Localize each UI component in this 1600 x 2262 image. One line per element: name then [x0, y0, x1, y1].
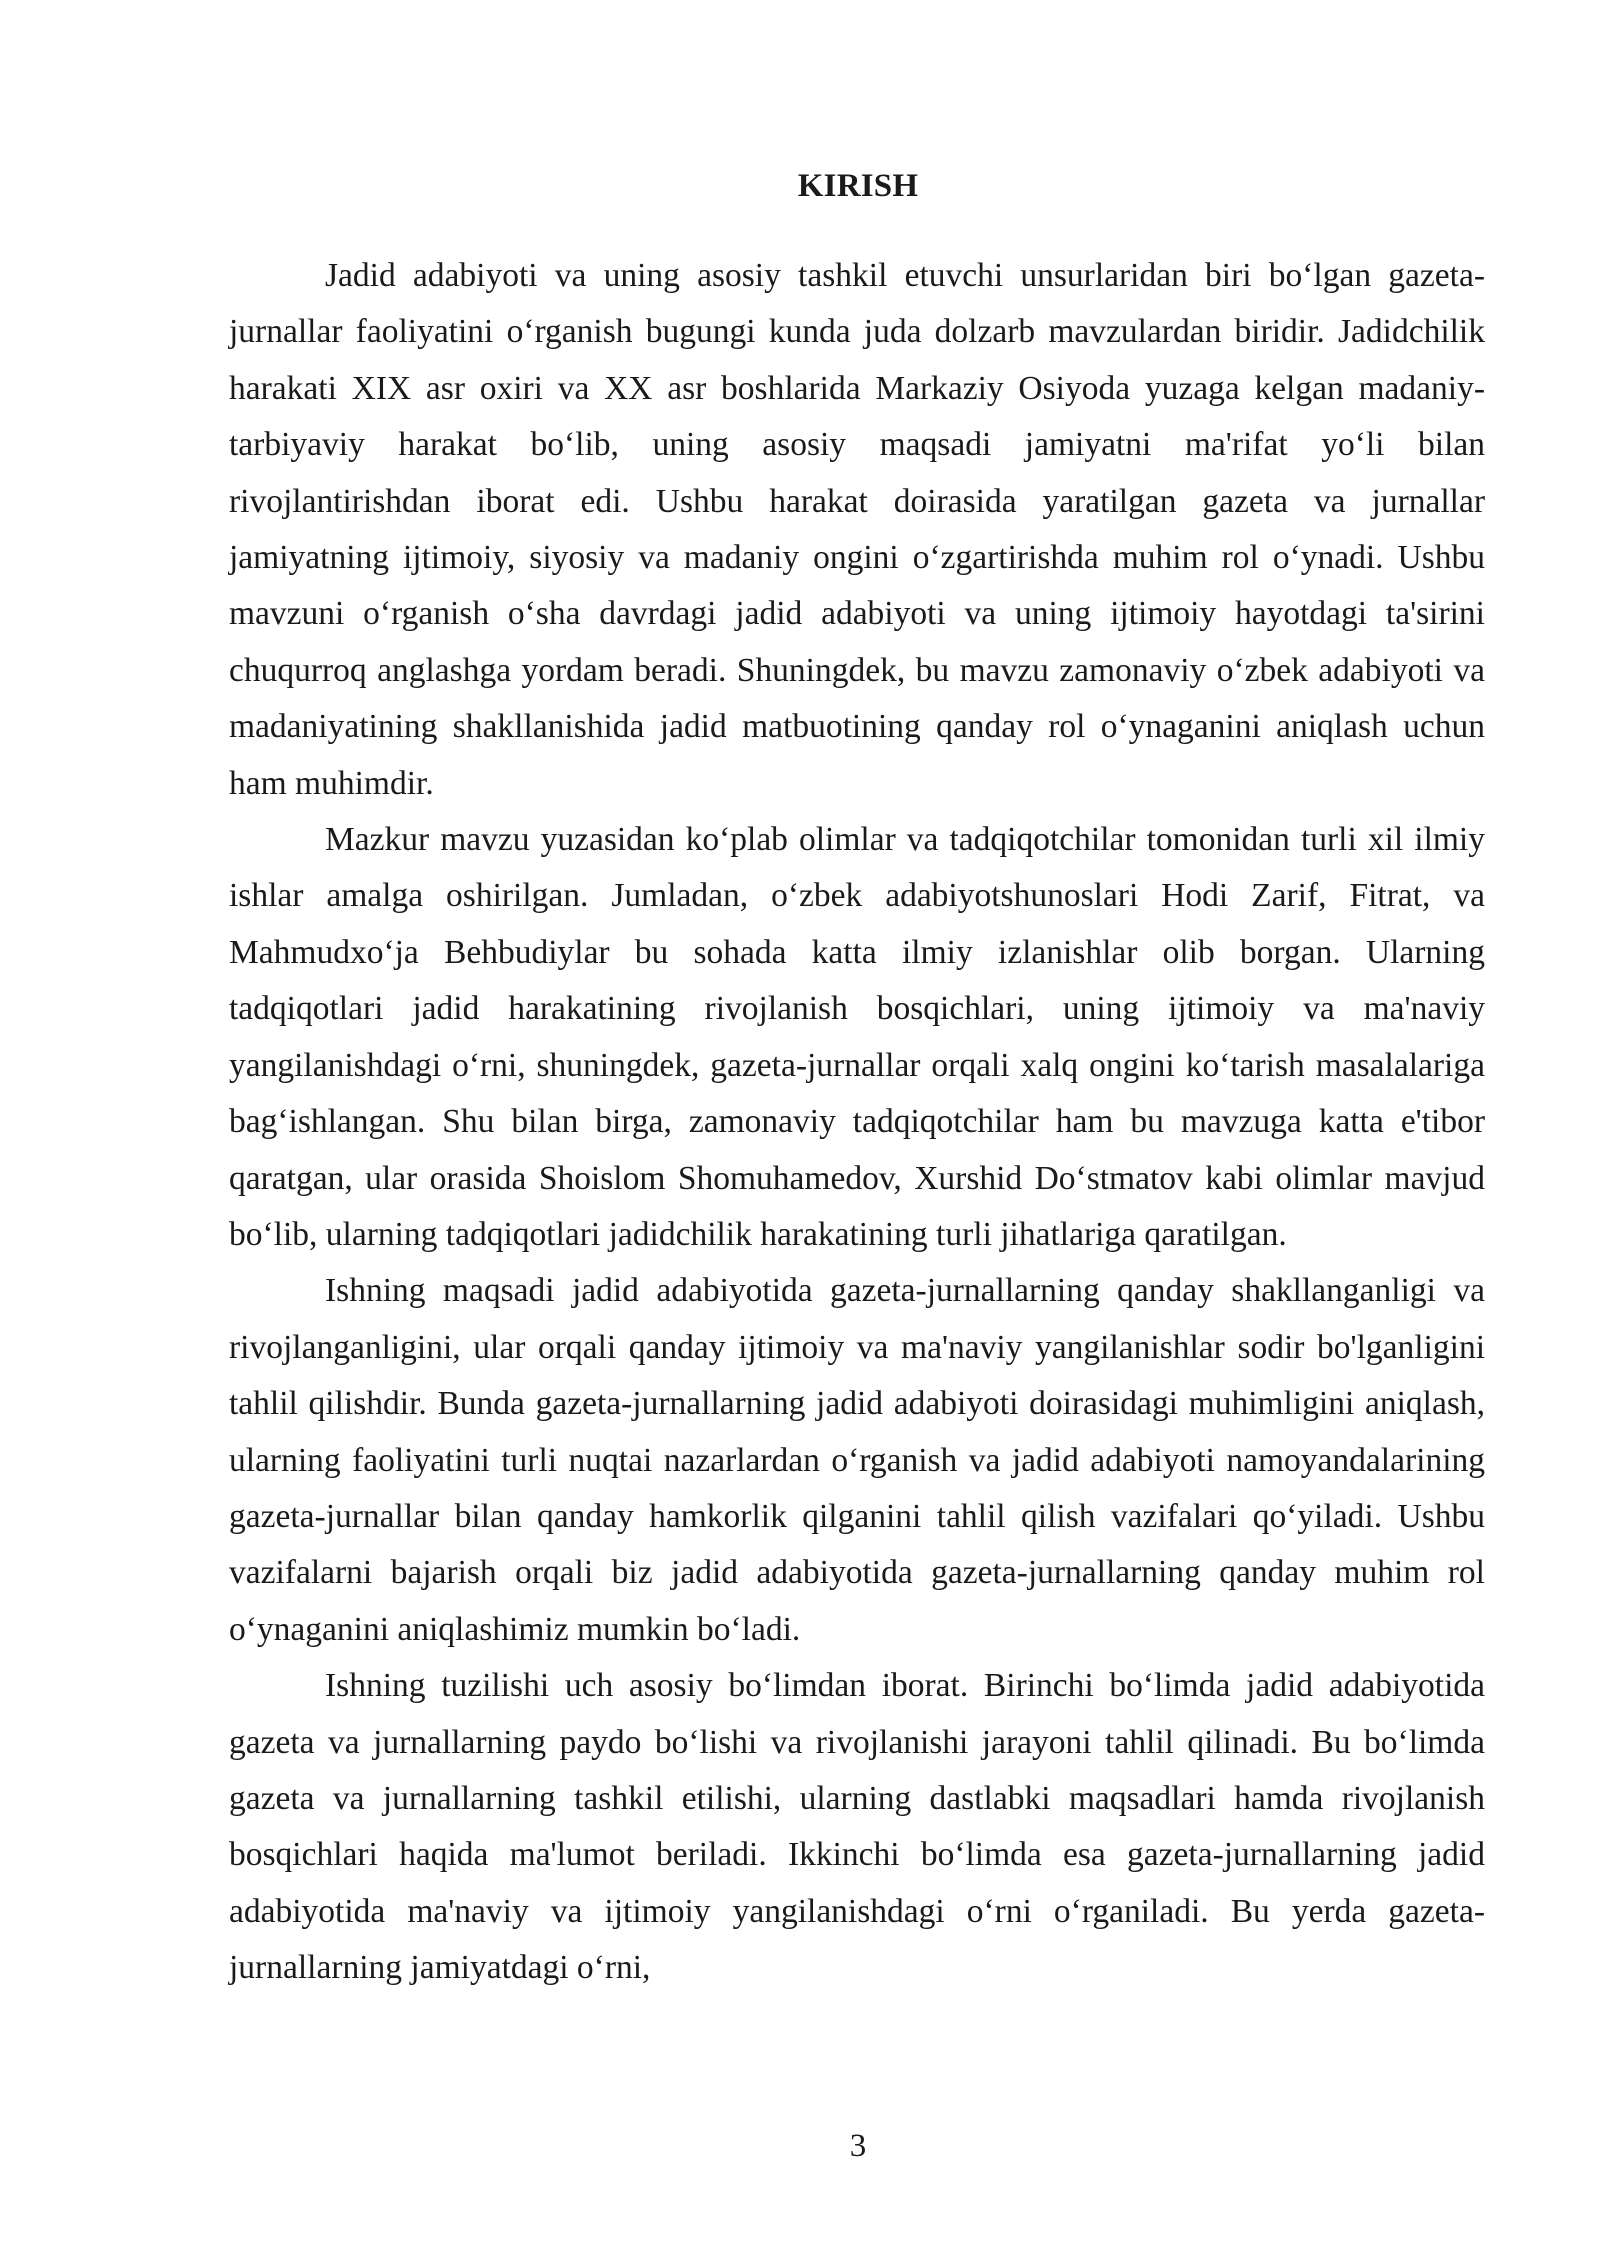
body-text [229, 248, 1485, 1997]
paragraph-structure: Ishning tuzilishi uch asosiy bo‘limdan iborat. Birinchi bo‘limda jadid adabiyotida gazeta va jurnallarning paydo bo‘lishi va rivojlanishi jarayoni tahlil qilinadi. Bu bo‘limda gazeta va jurnallarning tashkil etilishi, ularning dastlabki maqsadlari hamda rivojlanish bosqichlari haqida ma'lumot beriladi. Ikkinchi bo‘limda esa gazeta-jurnallarning jadid adabiyotida ma'naviy va ijtimoiy yangilanishdagi o‘rni o‘rganiladi. Bu yerda gazeta-jurnallarning jamiyatdagi o‘rni, [229, 1667, 1485, 1987]
paragraph-literature-review: Mazkur mavzu yuzasidan ko‘plab olimlar va tadqiqotchilar tomonidan turli xil ilmiy ishlar amalga oshirilgan. Jumladan, o‘zbek adabiyotshunoslari Hodi Zarif, Fitrat, va Mahmudxo‘ja Behbudiylar bu sohada katta ilmiy izlanishlar olib borgan. Ularning tadqiqotlari jadid harakatining rivojlanish bosqichlari, uning ijtimoiy va ma'naviy yangilanishdagi o‘rni, shuningdek, gazeta-jurnallar orqali xalq ongini ko‘tarish masalalariga bag‘ishlangan. Shu bilan birga, zamonaviy tadqiqotchilar ham bu mavzuga katta e'tibor qaratgan, ular orasida Shoislom Shomuhamedov, Xurshid Do‘stmatov kabi olimlar mavjud bo‘lib, ularning tadqiqotlari jadidchilik harakatining turli jihatlariga qaratilgan. [229, 821, 1485, 1253]
section-heading: KIRISH [797, 168, 919, 204]
paragraph-aims: Ishning maqsadi jadid adabiyotida gazeta-jurnallarning qanday shakllanganligi va rivojlanganligini, ular orqali qanday ijtimoiy va ma'naviy yangilanishlar sodir bo'lganligini tahlil qilishdir. Bunda gazeta-jurnallarning jadid adabiyoti doirasidagi muhimligini aniqlash, ularning faoliyatini turli nuqtai nazarlardan o‘rganish va jadid adabiyoti namoyandalarining gazeta-jurnallar bilan qanday hamkorlik qilganini tahlil qilish vazifalari qo‘yiladi. Ushbu vazifalarni bajarish orqali biz jadid adabiyotida gazeta-jurnallarning qanday muhim rol o‘ynaganini aniqlashimiz mumkin bo‘ladi. [229, 1272, 1485, 1648]
page-number: 3 [849, 2128, 867, 2164]
paragraph-relevance: Jadid adabiyoti va uning asosiy tashkil etuvchi unsurlaridan biri bo‘lgan gazeta-jurnallar faoliyatini o‘rganish bugungi kunda juda dolzarb mavzulardan biridir. Jadidchilik harakati XIX asr oxiri va XX asr boshlarida Markaziy Osiyoda yuzaga kelgan madaniy-tarbiyaviy harakat bo‘lib, uning asosiy maqsadi jamiyatni ma'rifat yo‘li bilan rivojlantirishdan iborat edi. Ushbu harakat doirasida yaratilgan gazeta va jurnallar jamiyatning ijtimoiy, siyosiy va madaniy ongini o‘zgartirishda muhim rol o‘ynadi. Ushbu mavzuni o‘rganish o‘sha davrdagi jadid adabiyoti va uning ijtimoiy hayotdagi ta'sirini chuqurroq anglashga yordam beradi. Shuningdek, bu mavzu zamonaviy o‘zbek adabiyoti va madaniyatining shakllanishida jadid matbuotining qanday rol o‘ynaganini aniqlash uchun ham muhimdir. [229, 257, 1485, 802]
